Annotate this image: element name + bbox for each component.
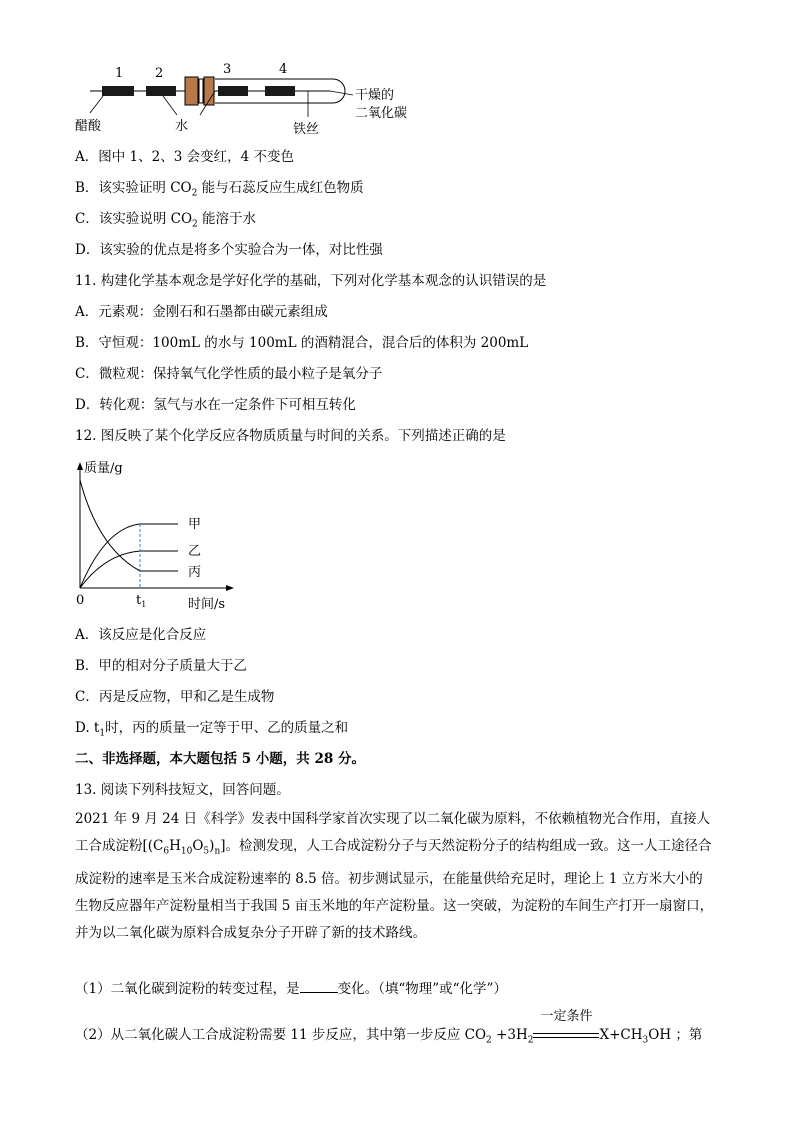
label-acid: 醋酸 xyxy=(75,119,102,134)
strip-3 xyxy=(218,86,248,96)
q10-option-b: B．该实验证明 $CO_2$ 能与石蕊反应生成红色物质 xyxy=(75,180,364,199)
q10-option-c: C．该实验说明 $CO_2$ 能溶于水 xyxy=(75,211,257,230)
x-label: 时间/s xyxy=(188,597,226,612)
q12-option-d: D. $t_1$时，丙的质量一定等于甲、乙的质量之和 xyxy=(75,720,349,739)
origin-label: 0 xyxy=(76,593,85,608)
q10-option-a: A．图中 1、2、3 会变红，4 不变色 xyxy=(75,149,294,165)
stopper xyxy=(185,77,198,105)
label-water: 水 xyxy=(175,119,189,134)
q12-option-a: A．该反应是化合反应 xyxy=(75,627,207,643)
series-label-jia: 甲 xyxy=(188,517,202,532)
apparatus-diagram xyxy=(75,55,435,145)
label-2: 2 xyxy=(155,66,164,81)
q13-passage: 2021 年 9 月 24 日《科学》发表中国科学家首次实现了以二氧化碳为原料，不依赖植物光合作用，直接人工合成淀粉$[(C_6H_{10}O_5)_n]$。检测发现，人工合成淀粉分子与天然淀粉分子的结构组成一致。这一人工途径合成淀粉的速率是玉米合成淀粉速率的 8.5 倍。初步测试显示，在能量供给充足时，理论上 1 立方米大小的生物反应器年产淀粉量相当于我国 5 亩玉米地的年产淀粉量。这一突破，为淀粉的车间生产打开一扇窗口，并为以二氧化碳为原料合成复杂分子开辟了新的技术路线。 xyxy=(75,811,714,941)
strip-1 xyxy=(102,86,134,96)
series-label-yi: 乙 xyxy=(188,544,202,559)
series-yi xyxy=(80,551,178,588)
label-dry-2: 二氧化碳 xyxy=(355,106,408,121)
series-jia xyxy=(80,524,178,588)
q11-option-a: A．元素观：金刚石和石墨都由碳元素组成 xyxy=(75,304,328,320)
x-axis-arrow xyxy=(226,585,234,591)
q13-sub1: （1）二氧化碳到淀粉的转变过程，是 变化。（填“物理”或“化学”） xyxy=(75,981,507,997)
y-label: 质量/g xyxy=(84,461,123,476)
label-4: 4 xyxy=(279,62,288,77)
mass-time-graph xyxy=(70,458,240,616)
reaction-arrow: 一定条件 xyxy=(533,1026,599,1044)
strip-4 xyxy=(265,86,295,96)
series-label-bing: 丙 xyxy=(188,565,202,580)
label-3: 3 xyxy=(223,62,232,77)
q11-option-c: C．微粒观：保持氧气化学性质的最小粒子是氧分子 xyxy=(75,366,383,382)
q10-option-d: D．该实验的优点是将多个实验合为一体，对比性强 xyxy=(75,242,383,258)
y-axis-arrow xyxy=(77,462,83,470)
starch-formula: $[(C_6H_{10}O_5)_n]$ xyxy=(142,838,226,857)
q11-option-b: B．守恒观：100mL 的水与 100mL 的酒精混合，混合后的体积为 200mL xyxy=(75,335,529,351)
q12-stem: 12. 图反映了某个化学反应各物质质量与时间的关系。下列描述正确的是 xyxy=(75,428,506,444)
q13-stem: 13. 阅读下列科技短文，回答问题。 xyxy=(75,782,290,798)
t1-label: $t_1$ xyxy=(136,593,147,609)
strip-2 xyxy=(146,86,176,96)
q11-stem: 11. 构建化学基本观念是学好化学的基础，下列对化学基本观念的认识错误的是 xyxy=(75,273,547,289)
label-1: 1 xyxy=(115,66,124,81)
series-bing xyxy=(80,480,178,571)
answer-blank[interactable] xyxy=(300,980,338,993)
label-wire: 铁丝 xyxy=(293,122,320,137)
q13-sub2: （2）从二氧化碳人工合成淀粉需要 11 步反应，其中第一步反应 $CO_2 +3H_2$ 一定条件 $X+CH_3OH$ ；第 xyxy=(75,1009,703,1046)
q12-option-c: C．丙是反应物，甲和乙是生成物 xyxy=(75,689,275,705)
q11-option-d: D．转化观：氢气与水在一定条件下可相互转化 xyxy=(75,397,356,413)
q12-option-b: B．甲的相对分子质量大于乙 xyxy=(75,658,247,674)
label-dry-1: 干燥的 xyxy=(355,88,395,103)
section2-title: 二、非选择题，本大题包括 5 小题，共 28 分。 xyxy=(75,751,365,767)
